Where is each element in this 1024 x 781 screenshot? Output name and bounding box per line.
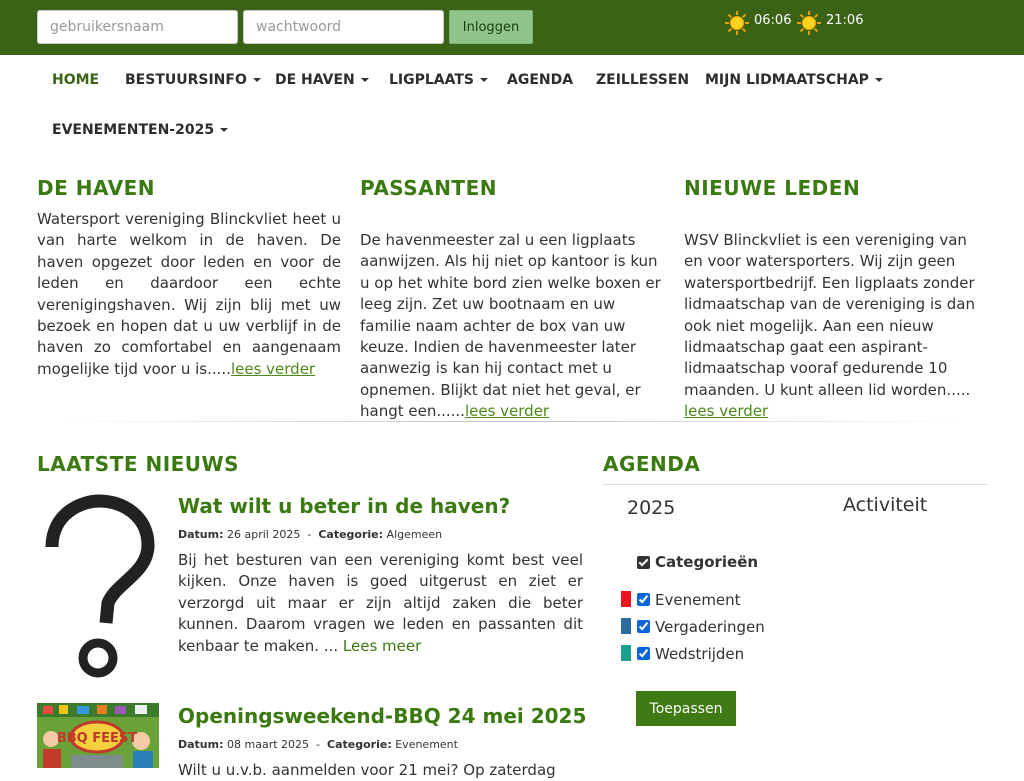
nav-de-haven-label: DE HAVEN xyxy=(275,72,355,88)
category-label-vergaderingen: Vergaderingen xyxy=(655,618,765,636)
login-button[interactable]: Inloggen xyxy=(449,10,533,44)
nieuwe-leden-title: NIEUWE LEDEN xyxy=(684,176,861,200)
news-read-more-link-1[interactable]: Lees meer xyxy=(342,636,422,655)
chevron-down-icon xyxy=(480,78,488,82)
sunset-icon xyxy=(796,10,822,36)
nieuwe-leden-text xyxy=(684,230,982,423)
nieuwe-leden-body: WSV Blinckvliet is een vereniging van en voor watersporters. Wij zijn geen watersportbedrijf. Een ligplaats zonder lidmaatschap van de vereniging is dan ook niet mogelijk. Aan een nieuw lidmaatschap gaat een aspirant-lidmaatschap vooraf gedurende 10 maanden. U kunt alleen lid worden..... xyxy=(684,231,975,399)
news-meta-sep-2: - xyxy=(316,738,321,751)
category-label-evenement: Evenement xyxy=(655,591,741,609)
passanten-read-more-link[interactable]: lees verder xyxy=(464,402,550,421)
news-date-2: 08 maart 2025 xyxy=(227,738,310,751)
news-body-text-1: Bij het besturen van een vereniging komt best veel kijken. Onze haven is goed uitgerust en ziet er verzorgd uit maar er zijn altijd zaken die beter kunnen. Daarom vragen we leden en passanten dit kenbaar te maken. ... xyxy=(178,551,583,655)
password-input[interactable] xyxy=(243,10,444,44)
news-body-2: Wilt u u.v.b. aanmelden voor 21 mei? Op zaterdag xyxy=(178,761,556,779)
news-date-label-2: Datum: xyxy=(178,738,224,751)
nav-mijn-lidmaatschap-label: MIJN LIDMAATSCHAP xyxy=(705,72,869,88)
sunset-time: 21:06 xyxy=(826,13,864,28)
chevron-down-icon xyxy=(220,128,228,132)
news-date-1: 26 april 2025 xyxy=(227,528,301,541)
passanten-title: PASSANTEN xyxy=(360,176,497,200)
nav-mijn-lidmaatschap[interactable] xyxy=(705,72,883,88)
news-category-2: Evenement xyxy=(395,738,458,751)
category-color-wedstrijden xyxy=(621,645,631,661)
agenda-divider xyxy=(603,484,987,485)
category-checkbox-wedstrijden[interactable] xyxy=(637,647,650,660)
news-category-1: Algemeen xyxy=(386,528,443,541)
news-meta-1 xyxy=(178,528,442,541)
news-title-1[interactable]: Wat wilt u beter in de haven? xyxy=(178,494,511,518)
nav-zeillessen[interactable]: ZEILLESSEN xyxy=(596,72,690,88)
category-label-wedstrijden: Wedstrijden xyxy=(655,645,745,663)
bbq-image-text: BBQ FEEST xyxy=(56,731,138,746)
category-color-evenement xyxy=(621,591,631,607)
nav-evenementen[interactable] xyxy=(52,122,228,138)
section-divider xyxy=(52,421,972,422)
nav-bestuursinfo[interactable] xyxy=(125,72,261,88)
news-title-2[interactable]: Openingsweekend-BBQ 24 mei 2025 xyxy=(178,704,587,728)
nav-bestuursinfo-label: BESTUURSINFO xyxy=(125,72,247,88)
nav-evenementen-label: EVENEMENTEN-2025 xyxy=(52,122,215,138)
nav-ligplaats[interactable] xyxy=(389,72,488,88)
news-meta-2 xyxy=(178,738,458,751)
nav-de-haven[interactable] xyxy=(275,72,369,88)
chevron-down-icon xyxy=(253,78,261,82)
news-meta-sep-1: - xyxy=(307,528,312,541)
bbq-image xyxy=(37,703,159,768)
news-section-title: LAATSTE NIEUWS xyxy=(37,452,240,476)
question-mark-icon xyxy=(42,495,156,679)
haven-text xyxy=(37,209,341,380)
category-checkbox-vergaderingen[interactable] xyxy=(637,620,650,633)
apply-button[interactable]: Toepassen xyxy=(636,691,736,726)
nav-home[interactable]: HOME xyxy=(52,72,100,88)
nav-agenda[interactable]: AGENDA xyxy=(507,72,574,88)
chevron-down-icon xyxy=(361,78,369,82)
categories-toggle-checkbox[interactable] xyxy=(637,556,650,569)
news-category-label-1: Categorie: xyxy=(318,528,384,541)
sunrise-time: 06:06 xyxy=(754,13,792,28)
nieuwe-leden-read-more-link[interactable]: lees verder xyxy=(684,402,769,421)
passanten-body: De havenmeester zal u een ligplaats aanwijzen. Als hij niet op kantoor is kun u op het white bord zien welke boxen er leeg zijn. Zet uw bootnaam en uw familie naam achter de box van uw keuze. Indien de havenmeester later aanwezig is kan hij contact met u opnemen. Blijkt dat niet het geval, er hangt een...... xyxy=(360,231,661,421)
category-checkbox-evenement[interactable] xyxy=(637,593,650,606)
chevron-down-icon xyxy=(875,78,883,82)
sunrise-icon xyxy=(724,10,750,36)
haven-read-more-link[interactable]: lees verder xyxy=(230,359,316,378)
top-bar xyxy=(0,0,1024,55)
haven-title: DE HAVEN xyxy=(37,176,155,200)
news-category-label-2: Categorie: xyxy=(327,738,392,751)
agenda-activity-header: Activiteit xyxy=(843,494,928,516)
category-color-vergaderingen xyxy=(621,618,631,634)
news-body-1 xyxy=(178,550,583,657)
categories-title: Categorieën xyxy=(655,553,759,571)
username-input[interactable] xyxy=(37,10,238,44)
passanten-text xyxy=(360,230,666,423)
agenda-section-title: AGENDA xyxy=(603,452,701,476)
news-date-label-1: Datum: xyxy=(178,528,224,541)
nav-ligplaats-label: LIGPLAATS xyxy=(389,72,475,88)
agenda-year: 2025 xyxy=(627,497,676,519)
haven-body: Watersport vereniging Blinckvliet heet u van harte welkom in de haven. De haven opgezet door leden en voor de leden en daardoor een echte verenigingshaven. Wij zijn blij met uw bezoek en hopen dat u uw verblijf in de haven zo comfortabel en aangenaam mogelijke tijd voor u is..... xyxy=(37,210,341,378)
